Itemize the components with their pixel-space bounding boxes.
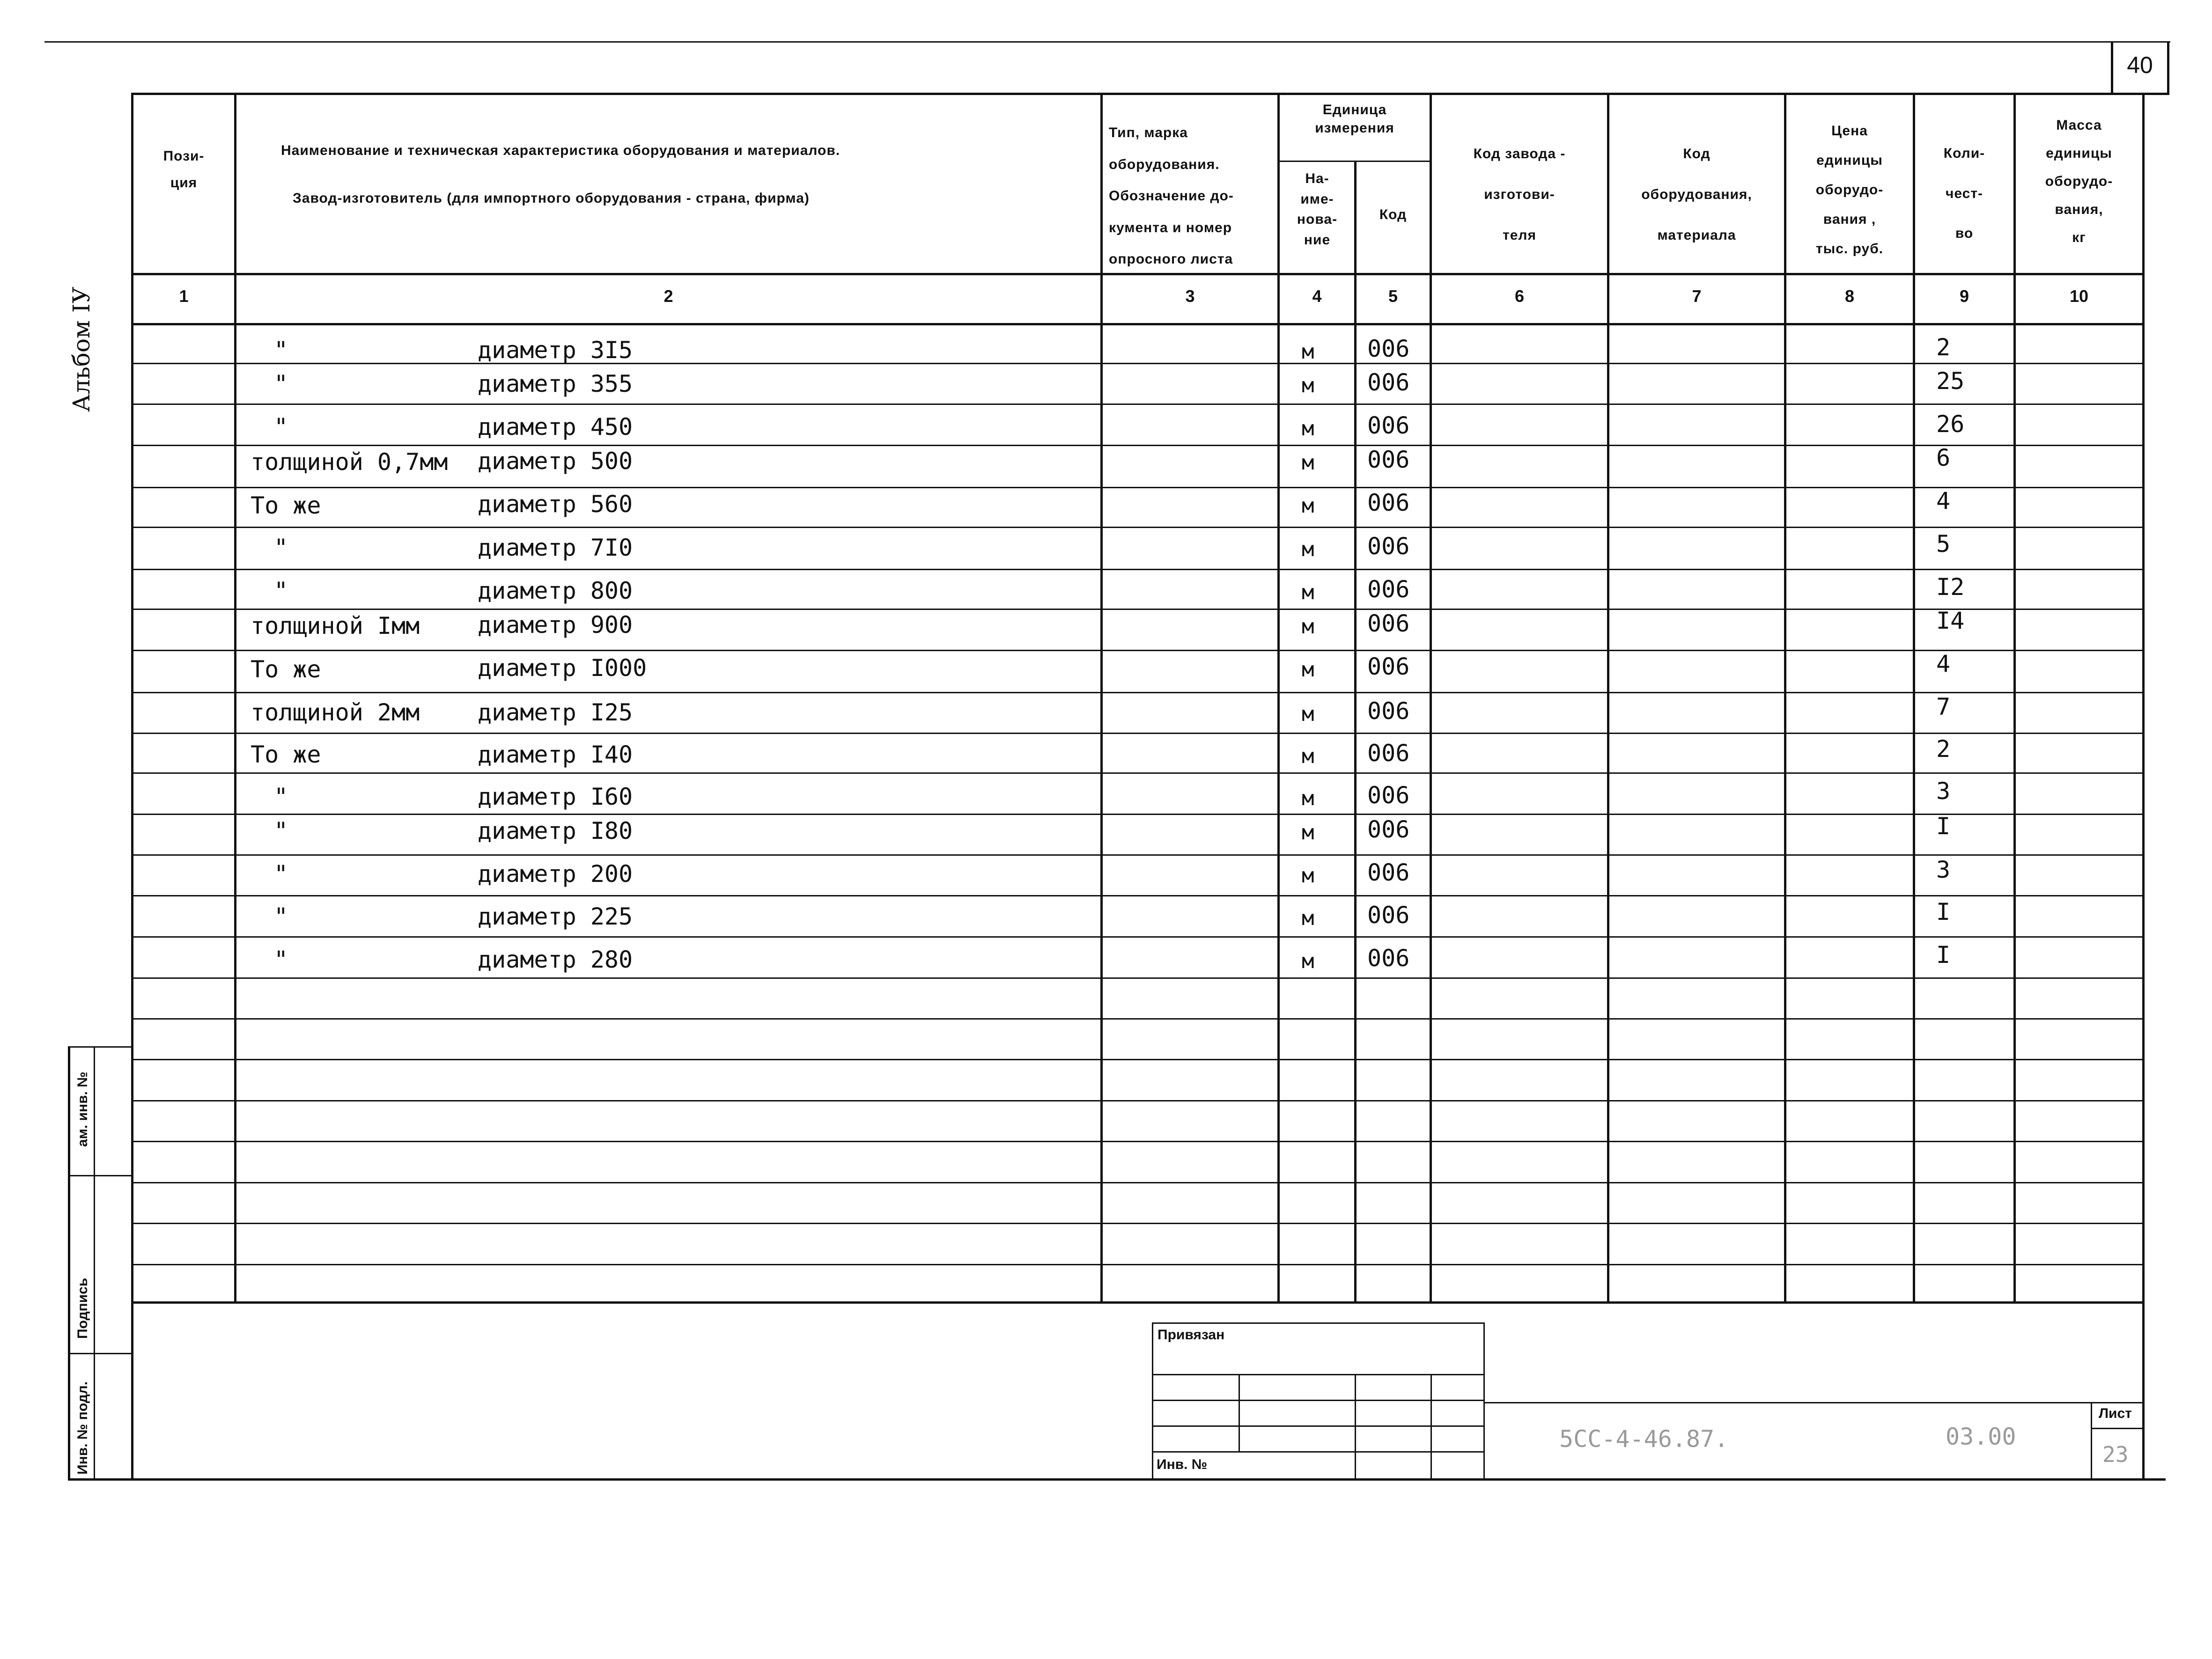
colnum-8: 8 xyxy=(1844,286,1855,306)
row-name: То же xyxy=(251,741,321,768)
side-strip-div1 xyxy=(68,1175,133,1176)
row-code: 006 xyxy=(1367,859,1410,886)
row-name: толщиной Iмм xyxy=(251,612,420,639)
row-qty: 7 xyxy=(1936,693,1951,720)
page-number-box-right xyxy=(2167,41,2169,95)
col-div-6 xyxy=(1607,93,1609,1301)
title-block-top xyxy=(1483,1402,2144,1403)
row-spec: диаметр 280 xyxy=(478,946,633,973)
row-name: " xyxy=(274,903,288,930)
row-line xyxy=(131,1223,2145,1224)
page-number: 40 xyxy=(2127,52,2153,78)
stamp-col2 xyxy=(1355,1374,1356,1481)
row-spec: диаметр 500 xyxy=(478,448,633,475)
row-qty: 26 xyxy=(1936,411,1965,438)
stamp-privyazan: Привязан xyxy=(1158,1327,1225,1343)
stamp-col3 xyxy=(1430,1374,1432,1481)
header-unit-code: Код xyxy=(1379,207,1407,222)
frame-right xyxy=(2142,93,2145,1481)
row-spec: диаметр 355 xyxy=(478,370,633,397)
row-name: толщиной 2мм xyxy=(251,699,420,726)
col-div-7 xyxy=(1784,93,1786,1301)
row-unit: м xyxy=(1302,744,1314,768)
stamp-row2 xyxy=(1152,1400,1484,1401)
stamp-col1 xyxy=(1239,1374,1240,1451)
colnum-2: 2 xyxy=(664,286,673,306)
row-line xyxy=(131,1018,2145,1020)
row-qty: 3 xyxy=(1936,778,1951,805)
side-strip-left xyxy=(68,1046,70,1481)
row-unit: м xyxy=(1302,949,1314,973)
row-line xyxy=(131,772,2145,774)
row-spec: диаметр 450 xyxy=(478,413,633,440)
row-unit: м xyxy=(1302,374,1314,397)
side-strip-mid xyxy=(94,1046,95,1481)
row-name: " xyxy=(274,860,288,888)
row-qty: 4 xyxy=(1936,487,1951,514)
colnum-bottom xyxy=(131,323,2145,325)
header-quantity: Коли- чест- во xyxy=(1943,146,1985,241)
stamp-row4 xyxy=(1152,1451,1484,1453)
header-unit-name: На- име- нова- ние xyxy=(1297,171,1338,248)
row-spec: диаметр 900 xyxy=(478,611,633,639)
stamp-right xyxy=(1483,1322,1485,1481)
col-div-9 xyxy=(2013,93,2016,1301)
stamp-row1 xyxy=(1152,1374,1484,1375)
album-label: Альбом IУ xyxy=(68,286,95,412)
row-line xyxy=(131,404,2145,405)
stamp-left xyxy=(1152,1322,1153,1481)
unit-group-divider xyxy=(1277,161,1430,162)
header-type: Тип, марка оборудования. Обозначение до- кумента и номер опросного листа xyxy=(1109,125,1234,267)
row-spec: диаметр 560 xyxy=(478,491,633,518)
row-code: 006 xyxy=(1367,653,1410,680)
row-code: 006 xyxy=(1367,412,1410,439)
side-inv-no-orig: Инв. № подл. xyxy=(75,1381,90,1475)
row-name: толщиной 0,7мм xyxy=(251,448,448,476)
row-code: 006 xyxy=(1367,740,1410,767)
row-spec: диаметр I60 xyxy=(478,783,633,810)
row-spec: диаметр I25 xyxy=(478,699,633,726)
row-name: " xyxy=(274,370,288,397)
header-unit-mass: Масса единицы оборудо- вания, кг xyxy=(2045,117,2113,245)
row-qty: 25 xyxy=(1936,367,1965,395)
stamp-top xyxy=(1152,1322,1484,1324)
side-strip-top xyxy=(68,1046,133,1048)
colnum-1: 1 xyxy=(179,286,189,306)
row-qty: 4 xyxy=(1936,650,1951,677)
row-name: " xyxy=(274,337,288,364)
row-spec: диаметр I80 xyxy=(478,817,633,844)
colnum-4: 4 xyxy=(1312,286,1322,306)
stamp-row3 xyxy=(1152,1425,1484,1427)
row-unit: м xyxy=(1302,906,1314,930)
row-name: " xyxy=(274,577,288,604)
row-line xyxy=(131,692,2145,693)
row-unit: м xyxy=(1302,451,1314,475)
row-line xyxy=(131,814,2145,815)
side-signature: Подпись xyxy=(75,1277,90,1339)
col-div-4 xyxy=(1354,161,1357,1301)
row-line xyxy=(131,977,2145,979)
row-spec: диаметр 225 xyxy=(478,903,633,930)
row-qty: I xyxy=(1936,898,1951,925)
row-line xyxy=(131,487,2145,488)
row-code: 006 xyxy=(1367,335,1410,362)
row-code: 006 xyxy=(1367,576,1410,603)
row-line xyxy=(131,445,2145,446)
row-name: " xyxy=(274,817,288,844)
row-name: " xyxy=(274,946,288,973)
row-code: 006 xyxy=(1367,489,1410,516)
row-spec: диаметр 3I5 xyxy=(478,337,633,364)
row-code: 006 xyxy=(1367,533,1410,560)
row-line xyxy=(131,936,2145,938)
colnum-3: 3 xyxy=(1185,286,1195,306)
doc-code: 5СС-4-46.87. xyxy=(1559,1425,1729,1453)
col-div-2 xyxy=(1100,93,1103,1301)
row-line xyxy=(131,1141,2145,1142)
header-unit-price: Цена единицы оборудо- вания , тыс. руб. xyxy=(1815,123,1884,257)
row-unit: м xyxy=(1302,494,1314,518)
row-line xyxy=(131,1264,2145,1265)
row-unit: м xyxy=(1302,864,1314,888)
row-unit: м xyxy=(1302,417,1314,440)
header-position: Пози- ция xyxy=(163,148,205,191)
row-line xyxy=(131,1059,2145,1060)
row-unit: м xyxy=(1302,340,1314,364)
col-div-1 xyxy=(234,93,236,1301)
row-spec: диаметр 200 xyxy=(478,860,633,888)
row-code: 006 xyxy=(1367,369,1410,396)
row-unit: м xyxy=(1302,786,1314,810)
row-unit: м xyxy=(1302,821,1314,844)
colnum-5: 5 xyxy=(1388,286,1398,306)
sheet-box-left xyxy=(2091,1402,2092,1481)
sheet-label: Лист xyxy=(2099,1406,2132,1421)
col-div-5 xyxy=(1430,93,1432,1301)
row-spec: диаметр 800 xyxy=(478,577,633,604)
row-line xyxy=(131,1100,2145,1101)
row-name: " xyxy=(274,534,288,561)
stamp-inv-no: Инв. № xyxy=(1157,1457,1208,1472)
row-line xyxy=(131,609,2145,610)
row-unit: м xyxy=(1302,702,1314,726)
colnum-6: 6 xyxy=(1514,286,1525,306)
row-qty: I4 xyxy=(1936,607,1965,634)
row-qty: 2 xyxy=(1936,735,1951,763)
row-line xyxy=(131,569,2145,570)
header-name-line2: Завод-изготовитель (для импортного оборудования - страна, фирма) xyxy=(293,191,810,206)
col-div-3 xyxy=(1277,93,1280,1301)
colnum-7: 7 xyxy=(1692,286,1702,306)
row-name: " xyxy=(274,783,288,810)
row-code: 006 xyxy=(1367,610,1410,637)
frame-bottom xyxy=(68,1478,2166,1481)
row-unit: м xyxy=(1302,615,1314,639)
row-line xyxy=(131,854,2145,856)
row-qty: I2 xyxy=(1936,573,1965,601)
row-spec: диаметр I000 xyxy=(478,654,647,682)
row-code: 006 xyxy=(1367,902,1410,929)
row-qty: 5 xyxy=(1936,530,1951,558)
row-spec: диаметр 7I0 xyxy=(478,534,633,561)
colnum-9: 9 xyxy=(1959,286,1969,306)
row-line xyxy=(131,527,2145,528)
row-qty: 6 xyxy=(1936,444,1951,471)
row-name: " xyxy=(274,413,288,440)
side-inv-no: ам. инв. № xyxy=(75,1072,90,1147)
header-unit-group: Единица измерения xyxy=(1315,102,1394,136)
table-bottom xyxy=(131,1301,2145,1304)
header-equipment-code: Код оборудования, материала xyxy=(1641,146,1752,243)
row-name: То же xyxy=(251,492,321,519)
row-line xyxy=(131,895,2145,896)
doc-section: 03.00 xyxy=(1946,1423,2016,1450)
row-spec: диаметр I40 xyxy=(478,741,633,768)
row-code: 006 xyxy=(1367,782,1410,809)
col-div-8 xyxy=(1913,93,1915,1301)
frame-top xyxy=(131,93,2168,95)
row-code: 006 xyxy=(1367,446,1410,473)
row-unit: м xyxy=(1302,658,1314,682)
row-qty: I xyxy=(1936,813,1951,840)
sheet-box-div xyxy=(2091,1428,2143,1429)
row-name: То же xyxy=(251,656,321,683)
header-name-line1: Наименование и техническая характеристика оборудования и материалов. xyxy=(281,143,841,158)
row-line xyxy=(131,1182,2145,1183)
row-line xyxy=(131,650,2145,651)
sheet-number: 23 xyxy=(2102,1442,2129,1467)
row-line xyxy=(131,363,2145,364)
page-top-rule xyxy=(44,41,2170,43)
row-qty: I xyxy=(1936,941,1951,969)
header-factory-code: Код завода - изготови- теля xyxy=(1473,146,1566,243)
row-code: 006 xyxy=(1367,816,1410,843)
row-line xyxy=(131,733,2145,734)
row-unit: м xyxy=(1302,537,1314,561)
row-qty: 2 xyxy=(1936,334,1951,361)
side-strip-div2 xyxy=(68,1353,133,1354)
row-unit: м xyxy=(1302,580,1314,604)
colnum-10: 10 xyxy=(2069,286,2089,306)
row-code: 006 xyxy=(1367,945,1410,972)
row-qty: 3 xyxy=(1936,856,1951,883)
row-code: 006 xyxy=(1367,697,1410,725)
